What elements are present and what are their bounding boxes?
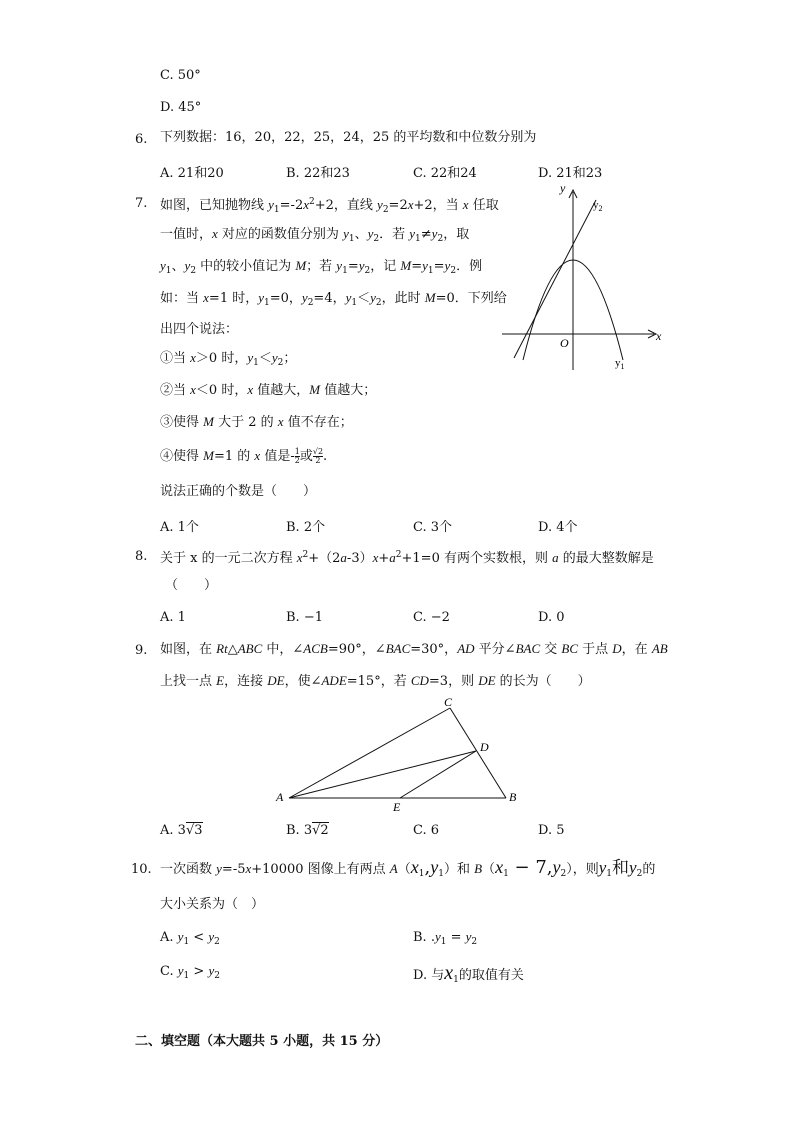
q9-option-c: C. 6 xyxy=(413,823,440,838)
q9-number: 9. xyxy=(135,643,148,658)
q10-number: 10. xyxy=(131,862,152,877)
q7-number: 7. xyxy=(135,196,148,211)
q7-stem-line3: $y_1$、$y_2$ 中的较小值记为 M；若 $y_1=y_2$，记 $M=y_1=y_2$．例 xyxy=(160,258,483,276)
q7-option-a: A. 1个 xyxy=(160,520,199,535)
q9-option-a: A. 3√3 xyxy=(160,823,203,838)
q9-label-e: E xyxy=(393,800,401,814)
q9-side-cb xyxy=(450,708,506,798)
q10-option-b: B. $.y_1 = y_2$ xyxy=(413,929,478,947)
q6-option-b: B. 22和23 xyxy=(286,166,350,181)
q10-option-d: D. 与$x_1$的取值有关 xyxy=(413,962,524,985)
q8-option-a: A. 1 xyxy=(160,610,186,625)
q7-stem-line2: 一值时，x 对应的函数值分别为 $y_1$、$y_2$．若 $y_1\ne y_2$，取 xyxy=(160,226,470,244)
q7-statement-2: ②当 x＜0 时，x 值越大，M 值越大； xyxy=(160,382,377,398)
q9-label-a: A xyxy=(276,790,284,804)
q6-number: 6. xyxy=(135,132,148,147)
q7-statements-label: 出四个说法： xyxy=(160,322,239,337)
q7-stem-line4: 如：当 x=1 时，$y_1=0$，$y_2=4$，$y_1<y_2$，此时 M=0．下列给 xyxy=(160,290,507,308)
q8-number: 8. xyxy=(135,549,148,564)
prev-option-c: C. 50° xyxy=(160,68,201,83)
q7-y1-label: $y_1$ xyxy=(615,357,625,371)
q7-option-d: D. 4个 xyxy=(538,520,578,535)
q8-blank: （ ） xyxy=(165,578,218,593)
q9-stem-line2: 上找一点 E，连接 DE，使∠ADE=15°，若 CD=3，则 DE 的长为（ ） xyxy=(160,673,591,689)
q10-option-c: C. $y_1 > y_2$ xyxy=(160,963,220,981)
q9-label-d: D xyxy=(480,740,489,754)
q8-stem: 关于 x 的一元二次方程 $x^2+(2a-3)x+a^2+1=0$ 有两个实数根，则 a 的最大整数解是 xyxy=(160,550,654,566)
q7-y-label: y xyxy=(560,181,566,195)
q7-option-c: C. 3个 xyxy=(413,520,453,535)
q7-y2-label: $y_2$ xyxy=(593,199,603,213)
q6-option-c: C. 22和24 xyxy=(413,166,477,181)
q7-origin-label: O xyxy=(560,336,569,350)
q7-statement-3: ③使得 M 大于 2 的 x 值不存在； xyxy=(160,414,353,430)
q6-option-d: D. 21和23 xyxy=(538,166,603,181)
q9-triangle-figure xyxy=(270,692,530,817)
q10-option-a: A. $y_1 < y_2$ xyxy=(160,929,220,947)
q9-label-c: C xyxy=(444,695,453,709)
q8-option-d: D. 0 xyxy=(538,610,565,625)
q7-statement-1: ①当 x＞0 时，$y_1<y_2$； xyxy=(160,350,297,368)
q8-option-c: C. −2 xyxy=(413,610,450,625)
q9-side-ac xyxy=(289,708,450,798)
q7-graph xyxy=(498,180,668,375)
q7-option-b: B. 2个 xyxy=(286,520,326,535)
q9-option-d: D. 5 xyxy=(538,823,565,838)
q6-option-a: A. 21和20 xyxy=(160,166,224,181)
q9-segment-de xyxy=(400,751,476,798)
q7-x-label: x xyxy=(656,329,662,343)
prev-option-d: D. 45° xyxy=(160,100,202,115)
q10-stem-line1: 一次函数 y=-5x+10000 图像上有两点 $A(x_1,y_1)$和 $B(x_1 - 7,y_2)$，则$y_1$和$y_2$的 xyxy=(160,857,656,879)
q8-option-b: B. −1 xyxy=(286,610,323,625)
q7-stem-line1: 如图，已知抛物线 $y_1=-2x^2+2$，直线 $y_2=2x+2$，当 x 任取 xyxy=(160,197,499,215)
q9-label-b: B xyxy=(509,790,517,804)
q9-stem-line1: 如图，在 Rt△ABC 中，∠ACB=90°，∠BAC=30°，AD 平分∠BAC 交 BC 于点 D，在 AB xyxy=(160,641,668,657)
q9-option-b: B. 3√2 xyxy=(286,823,329,838)
q9-segment-ad xyxy=(289,751,476,798)
q7-statement-4: ④使得 M=1 的 x 值是- $\frac{1}{2}$ 或 $\frac{√2}{2}$ . xyxy=(160,447,328,465)
q6-stem: 下列数据：16，20，22，25，24，25 的平均数和中位数分别为 xyxy=(160,130,537,145)
q10-stem-line2: 大小关系为（ ） xyxy=(160,897,265,912)
q7-conclusion: 说法正确的个数是（ ） xyxy=(160,484,317,499)
section-2-title: 二、填空题（本大题共 5 小题，共 15 分） xyxy=(135,1034,389,1049)
